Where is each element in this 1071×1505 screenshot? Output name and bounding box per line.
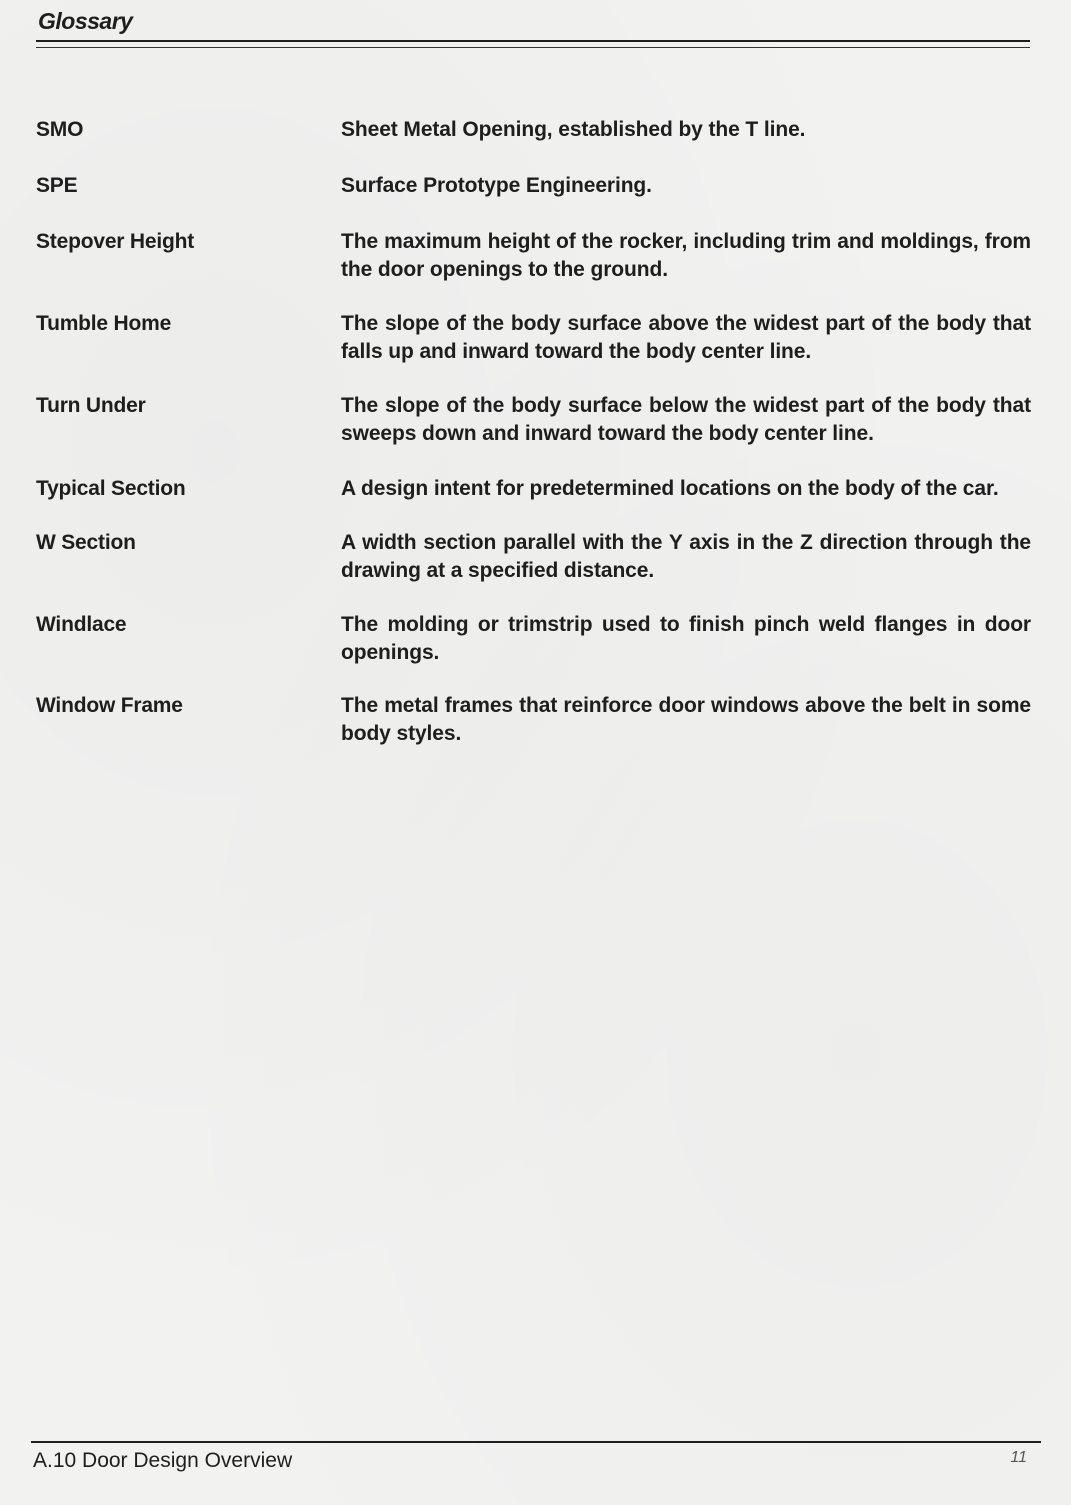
- glossary-definition: A width section parallel with the Y axis in the Z direction through the drawing at a specified distance.: [341, 531, 1031, 582]
- footer-rule: [31, 1441, 1041, 1443]
- glossary-definition: The maximum height of the rocker, including trim and moldings, from the door openings to the ground.: [341, 230, 1031, 281]
- glossary-definition: The metal frames that reinforce door windows above the belt in some body styles.: [341, 694, 1031, 745]
- glossary-definition: The slope of the body surface below the widest part of the body that sweeps down and inward toward the body center line.: [341, 394, 1031, 445]
- glossary-definition: Surface Prototype Engineering.: [341, 174, 652, 197]
- glossary-term: SMO: [36, 118, 84, 141]
- glossary-term: Windlace: [36, 613, 127, 636]
- header-rule-thin: [36, 47, 1030, 48]
- glossary-term: W Section: [36, 531, 136, 554]
- glossary-definition: Sheet Metal Opening, established by the T line.: [341, 118, 806, 141]
- glossary-term: Tumble Home: [36, 312, 172, 335]
- glossary-definition: A design intent for predetermined locations on the body of the car.: [341, 477, 999, 500]
- glossary-term: SPE: [36, 174, 78, 197]
- footer-section-label: A.10 Door Design Overview: [33, 1449, 293, 1472]
- page-number: 11: [1010, 1449, 1027, 1466]
- glossary-term: Typical Section: [36, 477, 186, 500]
- glossary-term: Window Frame: [36, 694, 183, 717]
- glossary-definition: The slope of the body surface above the widest part of the body that falls up and inward toward the body center line.: [341, 312, 1031, 363]
- glossary-definition: The molding or trimstrip used to finish pinch weld flanges in door openings.: [341, 613, 1031, 664]
- glossary-term: Turn Under: [36, 394, 146, 417]
- header-rule: [36, 40, 1030, 42]
- glossary-term: Stepover Height: [36, 230, 195, 253]
- page-title: Glossary: [38, 8, 133, 34]
